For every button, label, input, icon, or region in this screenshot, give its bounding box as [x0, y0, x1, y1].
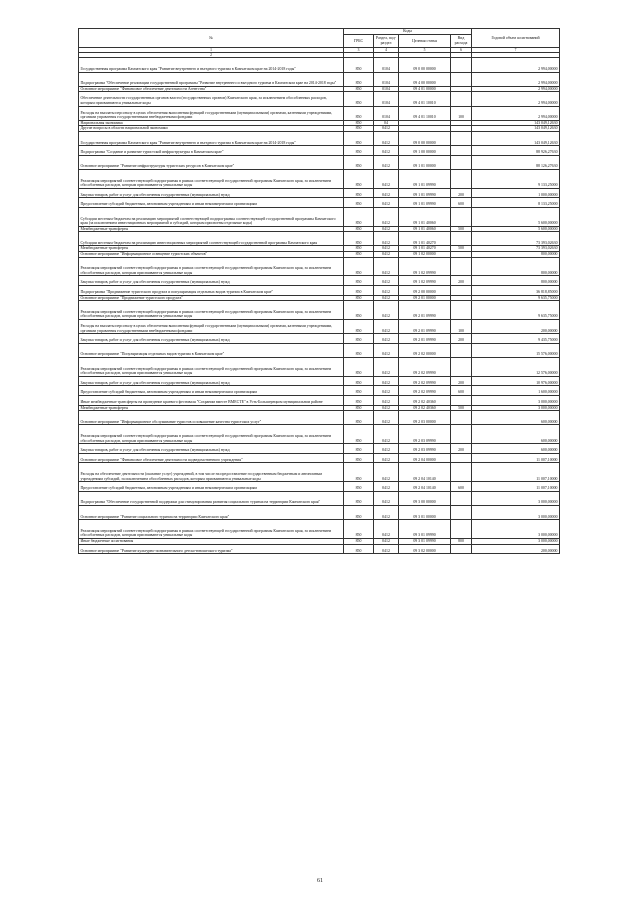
row-description: Предоставление субсидий бюджетным, автономным учреждениям и иным некоммерческим организациям: [79, 482, 344, 492]
row-expense-type: [451, 411, 472, 425]
row-amount: 9 635,75000: [472, 295, 560, 301]
row-razdel: 0104: [374, 92, 399, 106]
table-row: [79, 146, 560, 156]
table-row: [79, 207, 560, 226]
row-grbs: 850: [344, 343, 374, 357]
row-description: Основное мероприятие "Финансовое обеспечение деятельности подведомственного учреждения": [79, 453, 344, 463]
row-target-article: 09 2 00 00000: [399, 286, 451, 296]
table-row: [79, 286, 560, 296]
document-page: [78, 28, 559, 554]
row-expense-type: 200: [451, 188, 472, 198]
row-grbs: 850: [344, 444, 374, 454]
row-grbs: 850: [344, 276, 374, 286]
row-amount: 10 976,00000: [472, 376, 560, 386]
row-expense-type: 600: [451, 482, 472, 492]
row-grbs: 850: [344, 520, 374, 539]
row-target-article: 09 1 01 40270: [399, 246, 451, 252]
row-target-article: 09 2 04 10140: [399, 463, 451, 482]
row-target-article: 09 2 03 00000: [399, 411, 451, 425]
row-razdel: 0412: [374, 376, 399, 386]
row-description: Национальная экономика: [79, 120, 344, 126]
row-description: Расходы на выплаты персоналу в целях обеспечения выполнения функций государственными (муниципальными) органами, казенными учреждениями, органами управления государственными внебюджетными фондами: [79, 320, 344, 334]
header-codes: Коды: [344, 29, 472, 35]
row-target-article: 09 0 00 00000: [399, 131, 451, 145]
row-grbs: 850: [344, 425, 374, 444]
row-amount: 73 393,02630: [472, 232, 560, 246]
row-grbs: 850: [344, 246, 374, 252]
table-row: [79, 482, 560, 492]
row-target-article: 09 2 02 40360: [399, 405, 451, 411]
row-expense-type: [451, 146, 472, 156]
row-grbs: 850: [344, 106, 374, 120]
table-row: [79, 106, 560, 120]
row-expense-type: 500: [451, 226, 472, 232]
row-description: Закупка товаров, работ и услуг для обеспечения государственных (муниципальных) нужд: [79, 276, 344, 286]
table-row: [79, 343, 560, 357]
row-target-article: 09 1 01 00000: [399, 155, 451, 169]
row-target-article: 09 4 01 00000: [399, 86, 451, 92]
colnum: 5: [399, 48, 451, 53]
row-grbs: 850: [344, 295, 374, 301]
row-amount: 2 994,00000: [472, 92, 560, 106]
row-amount: 600,00000: [472, 444, 560, 454]
row-razdel: 0412: [374, 131, 399, 145]
row-description: Расходы на обеспечение деятельности (оказание услуг) учреждений, в том числе на предоставление государственным бюджетным и автономным учреждениям субсидий, за исключением обособленных расходов, которым присваиваются уникальные коды: [79, 463, 344, 482]
row-expense-type: 100: [451, 320, 472, 334]
row-description: Предоставление субсидий бюджетным, автономным учреждениям и иным некоммерческим организациям: [79, 386, 344, 396]
row-target-article: 09 2 01 09990: [399, 301, 451, 320]
row-grbs: 850: [344, 411, 374, 425]
table-row: [79, 491, 560, 505]
row-amount: 5 600,00000: [472, 226, 560, 232]
row-description: Субсидии местным бюджетам на реализацию мероприятий соответствующей подпрограммы соответствующей государственной программы Камчатского края (за исключением инвестиционных мероприятий и субсидий, которым присвоены отдельные коды): [79, 207, 344, 226]
row-razdel: 0412: [374, 232, 399, 246]
row-description: Подпрограмма "Обеспечение реализации государственной программы "Развитие внутреннего и въездного туризма в Камчатском крае на 2014-2018 годы": [79, 72, 344, 86]
row-amount: 11 007,10000: [472, 453, 560, 463]
table-row: [79, 463, 560, 482]
page-number: 61: [317, 878, 323, 884]
row-expense-type: [451, 207, 472, 226]
row-description: Обеспечение деятельности государственных органов власти (государственных органов) Камчатского края, за исключением обособленных расходов, которым присваиваются уникальные коды: [79, 92, 344, 106]
row-razdel: 0412: [374, 395, 399, 405]
row-description: Предоставление субсидий бюджетным, автономным учреждениям и иным некоммерческим организациям: [79, 198, 344, 208]
row-amount: 200,00000: [472, 320, 560, 334]
row-amount: 9 635,75000: [472, 301, 560, 320]
row-target-article: 09 4 01 10010: [399, 106, 451, 120]
row-grbs: 850: [344, 505, 374, 519]
row-grbs: 850: [344, 358, 374, 377]
row-amount: 9 133,25000: [472, 169, 560, 188]
row-grbs: 850: [344, 252, 374, 258]
table-row: [79, 188, 560, 198]
row-description: Закупка товаров, работ и услуг для обеспечения государственных (муниципальных) нужд: [79, 444, 344, 454]
row-grbs: 850: [344, 232, 374, 246]
row-target-article: 09 1 01 09990: [399, 169, 451, 188]
row-razdel: 0412: [374, 444, 399, 454]
row-target-article: 09 1 01 09990: [399, 198, 451, 208]
row-amount: 2 994,00000: [472, 86, 560, 92]
row-grbs: 850: [344, 286, 374, 296]
row-grbs: 850: [344, 226, 374, 232]
row-razdel: 0412: [374, 188, 399, 198]
row-amount: 800,00000: [472, 252, 560, 258]
row-target-article: 09 2 01 09990: [399, 334, 451, 344]
header-grbs: ГРБС: [344, 35, 374, 48]
table-body: [79, 58, 560, 554]
row-expense-type: [451, 131, 472, 145]
row-grbs: 850: [344, 482, 374, 492]
row-description: Основное мероприятие "Финансовое обеспечение деятельности Агентства": [79, 86, 344, 92]
row-grbs: 850: [344, 320, 374, 334]
row-razdel: 0412: [374, 252, 399, 258]
row-amount: 3 000,00000: [472, 538, 560, 544]
row-expense-type: 600: [451, 198, 472, 208]
row-razdel: 0412: [374, 301, 399, 320]
row-description: Реализация мероприятий соответствующей подпрограммы в рамках соответствующей государственной программы Камчатского края, за исключением обособленных расходов, которым присваиваются уникальные коды: [79, 425, 344, 444]
header-razdel: Раздел, под-раздел: [374, 35, 399, 48]
row-expense-type: [451, 395, 472, 405]
row-razdel: 0412: [374, 295, 399, 301]
row-razdel: 0412: [374, 155, 399, 169]
row-razdel: 0412: [374, 520, 399, 539]
row-razdel: 0412: [374, 126, 399, 132]
row-grbs: 850: [344, 257, 374, 276]
row-description: Основное мероприятие "Развитие инфраструктуры туристских ресурсов в Камчатском крае": [79, 155, 344, 169]
row-description: Реализация мероприятий соответствующей подпрограммы в рамках соответствующей государственной программы Камчатского края, за исключением обособленных расходов, которым присваиваются уникальные коды: [79, 257, 344, 276]
row-grbs: 850: [344, 491, 374, 505]
row-description: Основное мероприятие "Информационное обслуживание туристов и повышение качества туристских услуг": [79, 411, 344, 425]
row-grbs: 850: [344, 463, 374, 482]
row-razdel: 0412: [374, 146, 399, 156]
row-target-article: 09 4 00 00000: [399, 72, 451, 86]
row-description: Подпрограмма "Продвижение туристского продукта и популяризация отдельных видов туризма в Камчатском крае": [79, 286, 344, 296]
table-row: [79, 411, 560, 425]
row-target-article: 09 1 01 40270: [399, 232, 451, 246]
row-grbs: 850: [344, 334, 374, 344]
row-amount: 11 007,10000: [472, 463, 560, 482]
table-row: [79, 444, 560, 454]
row-razdel: 0412: [374, 453, 399, 463]
row-grbs: 850: [344, 453, 374, 463]
row-description: Государственная программа Камчатского края "Развитие внутреннего и въездного туризма в Камчатском крае на 2014-2018 годы": [79, 58, 344, 72]
row-amount: 12 576,00000: [472, 358, 560, 377]
row-description: Иные межбюджетные трансферты на проведение краевого фестиваля "Сохраним вместе ВМЕСТЕ" в Усть-Большерецком муниципальном районе: [79, 395, 344, 405]
budget-table: [78, 28, 560, 554]
row-expense-type: 200: [451, 334, 472, 344]
table-row: [79, 544, 560, 554]
colnum: 4: [374, 48, 399, 53]
row-amount: 36 818,85000: [472, 286, 560, 296]
row-target-article: 09 3 01 00000: [399, 505, 451, 519]
row-expense-type: [451, 58, 472, 72]
row-grbs: 850: [344, 386, 374, 396]
row-grbs: 850: [344, 92, 374, 106]
table-row: [79, 520, 560, 539]
table-row: [79, 58, 560, 72]
row-grbs: 850: [344, 207, 374, 226]
header-expense-type: Вид расхода: [451, 35, 472, 48]
row-expense-type: [451, 286, 472, 296]
row-amount: 2 994,00000: [472, 58, 560, 72]
table-row: [79, 358, 560, 377]
row-expense-type: [451, 232, 472, 246]
row-grbs: 850: [344, 198, 374, 208]
row-target-article: 09 1 01 40060: [399, 207, 451, 226]
row-target-article: 09 0 00 00000: [399, 58, 451, 72]
table-row: [79, 334, 560, 344]
row-description: Реализация мероприятий соответствующей подпрограммы в рамках соответствующей государственной программы Камчатского края, за исключением обособленных расходов, которым присваиваются уникальные коды: [79, 358, 344, 377]
header-no: №: [79, 29, 344, 48]
row-description: Межбюджетные трансферты: [79, 405, 344, 411]
row-description: Расходы на выплаты персоналу в целях обеспечения выполнения функций государственными (муниципальными) органами, казенными учреждениями, органами управления государственными внебюджетными фондами: [79, 106, 344, 120]
table-row: [79, 169, 560, 188]
row-razdel: 0412: [374, 482, 399, 492]
row-amount: 15 576,00000: [472, 343, 560, 357]
row-razdel: 0412: [374, 246, 399, 252]
row-expense-type: [451, 257, 472, 276]
table-row: [79, 453, 560, 463]
row-expense-type: 800: [451, 538, 472, 544]
row-target-article: 09 1 01 09990: [399, 188, 451, 198]
row-razdel: 0104: [374, 72, 399, 86]
row-grbs: 850: [344, 376, 374, 386]
row-grbs: 850: [344, 169, 374, 188]
table-row: [79, 376, 560, 386]
row-description: Реализация мероприятий соответствующей подпрограммы в рамках соответствующей государственной программы Камчатского края, за исключением обособленных расходов, которым присваиваются уникальные коды: [79, 169, 344, 188]
colnum: 2: [79, 53, 344, 58]
row-razdel: 0412: [374, 386, 399, 396]
row-description: Реализация мероприятий соответствующей подпрограммы в рамках соответствующей государственной программы Камчатского края, за исключением обособленных расходов, которым присваиваются уникальные коды: [79, 520, 344, 539]
row-description: Межбюджетные трансферты: [79, 246, 344, 252]
header-target-article: Целевая статья: [399, 35, 451, 48]
row-razdel: 0412: [374, 405, 399, 411]
row-grbs: 850: [344, 146, 374, 156]
row-target-article: 09 1 02 09990: [399, 257, 451, 276]
row-amount: 3 000,00000: [472, 520, 560, 539]
colnum: 6: [451, 48, 472, 53]
row-target-article: 09 2 03 09990: [399, 425, 451, 444]
row-expense-type: 100: [451, 106, 472, 120]
row-expense-type: [451, 155, 472, 169]
row-description: Подпрограмма "Обеспечение государственной поддержки для стимулирования развития социального туризма на территории Камчатского края": [79, 491, 344, 505]
row-target-article: 09 1 02 00000: [399, 252, 451, 258]
row-target-article: 09 2 02 09990: [399, 386, 451, 396]
row-grbs: 850: [344, 395, 374, 405]
row-target-article: 09 2 02 09990: [399, 358, 451, 377]
row-grbs: 850: [344, 58, 374, 72]
row-expense-type: [451, 491, 472, 505]
row-razdel: 0412: [374, 276, 399, 286]
table-row: [79, 301, 560, 320]
row-grbs: 850: [344, 72, 374, 86]
row-amount: 9 435,75000: [472, 334, 560, 344]
row-razdel: 0412: [374, 198, 399, 208]
row-amount: 1 000,00000: [472, 188, 560, 198]
row-target-article: 09 1 01 40060: [399, 226, 451, 232]
table-row: [79, 505, 560, 519]
row-amount: 200,00000: [472, 544, 560, 554]
row-amount: 143 049,12630: [472, 120, 560, 126]
row-expense-type: [451, 425, 472, 444]
row-grbs: 850: [344, 544, 374, 554]
row-razdel: 0104: [374, 86, 399, 92]
row-expense-type: 200: [451, 276, 472, 286]
row-razdel: 0412: [374, 226, 399, 232]
row-grbs: 850: [344, 120, 374, 126]
row-razdel: 0412: [374, 207, 399, 226]
row-amount: 3 000,00000: [472, 405, 560, 411]
row-amount: 5 600,00000: [472, 207, 560, 226]
row-razdel: 0412: [374, 463, 399, 482]
row-razdel: 0104: [374, 58, 399, 72]
row-expense-type: [451, 544, 472, 554]
row-grbs: 850: [344, 405, 374, 411]
row-expense-type: [451, 301, 472, 320]
row-amount: 143 049,12630: [472, 126, 560, 132]
row-target-article: 09 2 04 00000: [399, 453, 451, 463]
row-razdel: 04: [374, 120, 399, 126]
row-target-article: 09 4 01 10010: [399, 92, 451, 106]
row-target-article: 09 3 01 09990: [399, 538, 451, 544]
row-description: Другие вопросы в области национальной экономики: [79, 126, 344, 132]
row-amount: 73 393,02630: [472, 246, 560, 252]
colnum: 1: [79, 48, 344, 53]
row-target-article: 09 3 01 09990: [399, 520, 451, 539]
row-razdel: 0412: [374, 286, 399, 296]
colnum: 3: [344, 48, 374, 53]
row-target-article: 09 2 02 09990: [399, 376, 451, 386]
row-razdel: 0104: [374, 106, 399, 120]
row-grbs: 850: [344, 301, 374, 320]
row-target-article: 09 2 01 00000: [399, 295, 451, 301]
row-description: Закупка товаров, работ и услуг для обеспечения государственных (муниципальных) нужд: [79, 188, 344, 198]
row-amount: 88 126,27630: [472, 155, 560, 169]
row-amount: 143 049,12630: [472, 131, 560, 145]
row-description: Основное мероприятие "Продвижение туристского продукта": [79, 295, 344, 301]
row-target-article: 09 1 02 09990: [399, 276, 451, 286]
row-target-article: 09 2 04 10140: [399, 482, 451, 492]
row-expense-type: [451, 463, 472, 482]
row-description: Закупка товаров, работ и услуг для обеспечения государственных (муниципальных) нужд: [79, 376, 344, 386]
table-row: [79, 72, 560, 86]
row-grbs: 850: [344, 188, 374, 198]
row-grbs: 850: [344, 131, 374, 145]
table-row: [79, 198, 560, 208]
row-description: Государственная программа Камчатского края "Развитие внутреннего и въездного туризма в Камчатском крае на 2014-2018 годы": [79, 131, 344, 145]
row-expense-type: 500: [451, 405, 472, 411]
row-razdel: 0412: [374, 343, 399, 357]
row-description: Закупка товаров, работ и услуг для обеспечения государственных (муниципальных) нужд: [79, 334, 344, 344]
row-amount: 3 000,00000: [472, 491, 560, 505]
row-amount: 800,00000: [472, 257, 560, 276]
row-expense-type: [451, 453, 472, 463]
row-expense-type: [451, 520, 472, 539]
row-razdel: 0412: [374, 411, 399, 425]
row-grbs: 850: [344, 155, 374, 169]
row-amount: 11 007,10000: [472, 482, 560, 492]
row-razdel: 0412: [374, 425, 399, 444]
row-target-article: 09 3 02 00000: [399, 544, 451, 554]
row-amount: 3 000,00000: [472, 395, 560, 405]
row-expense-type: 600: [451, 386, 472, 396]
row-expense-type: 500: [451, 246, 472, 252]
row-expense-type: [451, 343, 472, 357]
row-description: Реализация мероприятий соответствующей подпрограммы в рамках соответствующей государственной программы Камчатского края, за исключением обособленных расходов, которым присваиваются уникальные коды: [79, 301, 344, 320]
row-description: Субсидии местным бюджетам на реализацию инвестиционных мероприятий соответствующей государственной программы Камчатского края: [79, 232, 344, 246]
row-description: Иные бюджетные ассигнования: [79, 538, 344, 544]
table-row: [79, 131, 560, 145]
row-razdel: 0412: [374, 320, 399, 334]
table-row: [79, 92, 560, 106]
row-amount: 3 000,00000: [472, 505, 560, 519]
row-razdel: 0412: [374, 334, 399, 344]
row-expense-type: [451, 358, 472, 377]
row-expense-type: [451, 72, 472, 86]
row-grbs: 850: [344, 126, 374, 132]
table-row: [79, 395, 560, 405]
row-expense-type: [451, 92, 472, 106]
row-description: Основное мероприятие "Популяризация отдельных видов туризма в Камчатском крае": [79, 343, 344, 357]
row-amount: 600,00000: [472, 411, 560, 425]
header-annual-amount: Годовой объем ассигнований: [472, 29, 560, 48]
row-amount: 1 600,00000: [472, 386, 560, 396]
row-expense-type: [451, 505, 472, 519]
row-amount: 600,00000: [472, 425, 560, 444]
row-description: Основное мероприятие "Развитие социального туризма на территории Камчатского края": [79, 505, 344, 519]
row-target-article: 09 3 00 00000: [399, 491, 451, 505]
row-grbs: 850: [344, 538, 374, 544]
table-row: [79, 257, 560, 276]
row-razdel: 0412: [374, 169, 399, 188]
row-expense-type: [451, 169, 472, 188]
table-row: [79, 320, 560, 334]
row-description: Основное мероприятие "Информационное освещение туристских объектов": [79, 252, 344, 258]
row-amount: 800,00000: [472, 276, 560, 286]
row-description: Основное мероприятие "Развитие культурно-познавательного детско-юношеского туризма": [79, 544, 344, 554]
row-grbs: 850: [344, 86, 374, 92]
row-amount: 88 926,27630: [472, 146, 560, 156]
table-row: [79, 276, 560, 286]
row-razdel: 0412: [374, 505, 399, 519]
table-row: [79, 232, 560, 246]
table-row: [79, 386, 560, 396]
row-amount: 8 133,25000: [472, 198, 560, 208]
row-razdel: 0412: [374, 544, 399, 554]
row-razdel: 0412: [374, 491, 399, 505]
row-description: Подпрограмма "Создание и развитие туристской инфраструктуры в Камчатском крае": [79, 146, 344, 156]
row-target-article: 09 2 01 09990: [399, 320, 451, 334]
row-target-article: 09 2 02 00000: [399, 343, 451, 357]
row-razdel: 0412: [374, 358, 399, 377]
row-expense-type: 200: [451, 444, 472, 454]
table-row: [79, 425, 560, 444]
row-razdel: 0412: [374, 538, 399, 544]
row-razdel: 0412: [374, 257, 399, 276]
row-target-article: 09 2 03 09990: [399, 444, 451, 454]
row-amount: 2 994,00000: [472, 106, 560, 120]
row-description: Межбюджетные трансферты: [79, 226, 344, 232]
row-target-article: 09 2 02 40360: [399, 395, 451, 405]
colnum: 7: [472, 48, 560, 53]
table-row: [79, 155, 560, 169]
row-target-article: 09 1 00 00000: [399, 146, 451, 156]
row-expense-type: 200: [451, 376, 472, 386]
row-amount: 2 994,00000: [472, 72, 560, 86]
